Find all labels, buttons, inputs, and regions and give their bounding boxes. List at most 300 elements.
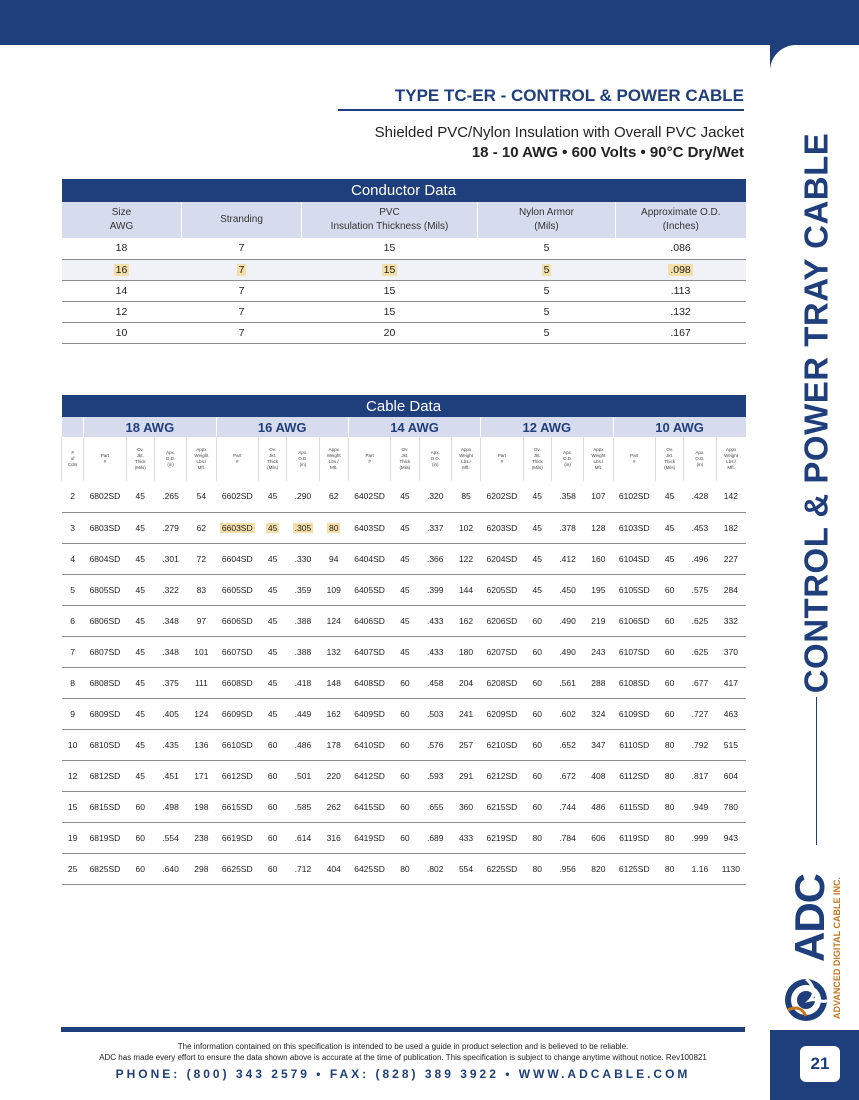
cable-group-row xyxy=(62,417,746,437)
table-cell: 606 xyxy=(584,822,613,853)
table-cell: .585 xyxy=(287,791,319,822)
table-cell: 198 xyxy=(187,791,216,822)
table-cell: 7 xyxy=(182,280,302,301)
table-cell: .348 xyxy=(154,636,186,667)
table-row xyxy=(62,729,746,760)
table-cell: .496 xyxy=(684,543,716,574)
cable-column-header: Ov. Jkt. Thick (Mils) xyxy=(391,437,419,481)
table-cell: 219 xyxy=(584,605,613,636)
cable-group-blank xyxy=(62,417,84,437)
table-cell: .348 xyxy=(154,605,186,636)
table-cell: 45 xyxy=(655,512,683,543)
table-cell: 45 xyxy=(391,543,419,574)
table-cell: 6415SD xyxy=(348,791,390,822)
cable-column-header: Ov. Jkt. Thick (Mils) xyxy=(523,437,551,481)
table-cell: 60 xyxy=(523,605,551,636)
table-cell: 6107SD xyxy=(613,636,655,667)
table-cell: 347 xyxy=(584,729,613,760)
table-cell: 6419SD xyxy=(348,822,390,853)
table-cell: 6804SD xyxy=(84,543,126,574)
table-cell: .290 xyxy=(287,481,319,512)
table-cell: 370 xyxy=(716,636,746,667)
logo-company-name: ADVANCED DIGITAL CABLE INC. xyxy=(832,876,843,1020)
table-cell: 60 xyxy=(391,698,419,729)
table-cell: .366 xyxy=(419,543,451,574)
table-cell xyxy=(216,512,258,543)
highlighted-value: 6603SD xyxy=(221,522,253,533)
table-cell: 60 xyxy=(258,760,286,791)
table-cell: 6102SD xyxy=(613,481,655,512)
highlighted-value: 45 xyxy=(267,522,278,533)
table-cell: 60 xyxy=(258,822,286,853)
table-cell: 7 xyxy=(182,238,302,259)
table-cell: .167 xyxy=(616,322,746,343)
cable-group-header: 10 AWG xyxy=(613,417,746,437)
table-cell: 5 xyxy=(478,238,616,259)
table-cell: 60 xyxy=(523,729,551,760)
table-cell: 45 xyxy=(258,543,286,574)
table-cell xyxy=(616,259,746,280)
highlighted-value: 7 xyxy=(238,263,245,276)
table-cell: 45 xyxy=(126,667,154,698)
table-cell: 25 xyxy=(62,853,84,884)
table-row xyxy=(62,853,746,884)
table-cell: 220 xyxy=(319,760,348,791)
table-cell: 6806SD xyxy=(84,605,126,636)
table-cell: 8 xyxy=(62,667,84,698)
table-cell: 298 xyxy=(187,853,216,884)
table-cell: 45 xyxy=(126,698,154,729)
table-cell: 6110SD xyxy=(613,729,655,760)
table-cell: 45 xyxy=(258,605,286,636)
table-cell: .301 xyxy=(154,543,186,574)
table-cell: 9 xyxy=(62,698,84,729)
table-cell: 18 xyxy=(62,238,182,259)
table-cell: 262 xyxy=(319,791,348,822)
table-cell: 60 xyxy=(391,667,419,698)
table-cell: 15 xyxy=(302,238,478,259)
table-cell: .792 xyxy=(684,729,716,760)
table-cell: 60 xyxy=(391,729,419,760)
table-cell xyxy=(287,512,319,543)
table-cell: 60 xyxy=(258,853,286,884)
table-cell: .640 xyxy=(154,853,186,884)
table-cell: 6610SD xyxy=(216,729,258,760)
table-cell: 3 xyxy=(62,512,84,543)
cable-column-header: Apx. O.D. (in) xyxy=(684,437,716,481)
table-cell xyxy=(302,259,478,280)
table-cell: 6819SD xyxy=(84,822,126,853)
table-cell: 60 xyxy=(126,853,154,884)
top-banner xyxy=(0,0,770,45)
table-cell: .433 xyxy=(419,605,451,636)
table-cell: .433 xyxy=(419,636,451,667)
table-cell: .712 xyxy=(287,853,319,884)
table-row xyxy=(62,301,746,322)
table-cell: 45 xyxy=(391,636,419,667)
table-cell: 6808SD xyxy=(84,667,126,698)
table-cell: .113 xyxy=(616,280,746,301)
table-cell: 60 xyxy=(523,698,551,729)
table-cell: 6612SD xyxy=(216,760,258,791)
table-cell: 6812SD xyxy=(84,760,126,791)
table-cell: 6206SD xyxy=(481,605,523,636)
table-row xyxy=(62,481,746,512)
table-cell: 6207SD xyxy=(481,636,523,667)
table-cell: 6809SD xyxy=(84,698,126,729)
table-cell: .453 xyxy=(684,512,716,543)
cable-group-header: 12 AWG xyxy=(481,417,613,437)
table-cell: 148 xyxy=(319,667,348,698)
table-cell: .625 xyxy=(684,605,716,636)
footer-rule xyxy=(61,1027,745,1032)
cable-column-header: Appx Weight Lbs./ Mft. xyxy=(716,437,746,481)
table-cell: 101 xyxy=(187,636,216,667)
table-cell: 60 xyxy=(523,791,551,822)
table-cell: 45 xyxy=(126,605,154,636)
cable-column-header: Appx Weight Lbs./ Mft. xyxy=(584,437,613,481)
table-cell: 45 xyxy=(126,729,154,760)
footer-disclaimer: The information contained on this specification is intended to be used a guide in product selection and is believed to be reliable. xyxy=(177,1042,629,1051)
table-cell: 243 xyxy=(584,636,613,667)
table-cell: 20 xyxy=(302,322,478,343)
cable-table-body xyxy=(62,481,746,884)
table-cell: 80 xyxy=(655,760,683,791)
cable-data-table xyxy=(61,395,746,885)
table-cell: 144 xyxy=(451,574,480,605)
table-cell: 6405SD xyxy=(348,574,390,605)
table-cell: 6408SD xyxy=(348,667,390,698)
table-cell: 60 xyxy=(655,667,683,698)
table-cell: .614 xyxy=(287,822,319,853)
table-cell: 284 xyxy=(716,574,746,605)
table-cell: .655 xyxy=(419,791,451,822)
table-cell: 19 xyxy=(62,822,84,853)
table-cell: .602 xyxy=(551,698,583,729)
footer-contact: PHONE: (800) 343 2579 • FAX: (828) 389 3922 • WWW.ADCABLE.COM xyxy=(115,1067,691,1081)
table-cell: 6225SD xyxy=(481,853,523,884)
table-cell: 6209SD xyxy=(481,698,523,729)
table-cell: 182 xyxy=(716,512,746,543)
table-cell: 102 xyxy=(451,512,480,543)
table-cell: 6608SD xyxy=(216,667,258,698)
table-cell: 178 xyxy=(319,729,348,760)
conductor-table-title: Conductor Data xyxy=(62,179,746,202)
table-cell: 45 xyxy=(126,636,154,667)
table-cell: .490 xyxy=(551,636,583,667)
logo-wordmark: ADC xyxy=(786,874,833,962)
table-cell: 6409SD xyxy=(348,698,390,729)
table-cell: 45 xyxy=(258,667,286,698)
table-cell: 6425SD xyxy=(348,853,390,884)
table-cell: 6202SD xyxy=(481,481,523,512)
cable-column-header: Apx. O.D. (in) xyxy=(287,437,319,481)
table-cell: .672 xyxy=(551,760,583,791)
table-cell: 109 xyxy=(319,574,348,605)
table-cell: .265 xyxy=(154,481,186,512)
table-cell: 324 xyxy=(584,698,613,729)
side-divider xyxy=(816,697,817,845)
table-cell: 45 xyxy=(126,760,154,791)
table-cell: .451 xyxy=(154,760,186,791)
table-cell: 45 xyxy=(126,512,154,543)
table-cell: .378 xyxy=(551,512,583,543)
table-cell: .784 xyxy=(551,822,583,853)
table-cell: 7 xyxy=(182,322,302,343)
table-cell: 60 xyxy=(391,822,419,853)
highlighted-value: .305 xyxy=(294,522,312,533)
table-cell: 6119SD xyxy=(613,822,655,853)
table-cell: .802 xyxy=(419,853,451,884)
table-cell: 45 xyxy=(523,481,551,512)
table-cell: .744 xyxy=(551,791,583,822)
table-cell: 45 xyxy=(523,512,551,543)
table-cell: .817 xyxy=(684,760,716,791)
table-row xyxy=(62,280,746,301)
table-cell: 6212SD xyxy=(481,760,523,791)
table-cell: 227 xyxy=(716,543,746,574)
table-cell: 45 xyxy=(523,543,551,574)
table-cell: .375 xyxy=(154,667,186,698)
cable-column-header: Appx Weight Lbs./ Mft. xyxy=(319,437,348,481)
table-cell: 6219SD xyxy=(481,822,523,853)
table-cell: 45 xyxy=(391,605,419,636)
table-cell xyxy=(62,259,182,280)
table-cell: .358 xyxy=(551,481,583,512)
table-cell: 6104SD xyxy=(613,543,655,574)
conductor-column-header: PVC Insulation Thickness (Mils) xyxy=(302,202,478,238)
conductor-table-body xyxy=(62,238,746,343)
table-cell: .320 xyxy=(419,481,451,512)
table-cell: 6215SD xyxy=(481,791,523,822)
table-cell: 111 xyxy=(187,667,216,698)
table-cell: 417 xyxy=(716,667,746,698)
table-row xyxy=(62,574,746,605)
cable-column-header: Part # xyxy=(481,437,523,481)
table-cell: 6407SD xyxy=(348,636,390,667)
table-cell: .322 xyxy=(154,574,186,605)
table-cell: 257 xyxy=(451,729,480,760)
table-cell: 6105SD xyxy=(613,574,655,605)
table-cell: .689 xyxy=(419,822,451,853)
table-cell: 1.16 xyxy=(684,853,716,884)
table-cell: 80 xyxy=(655,822,683,853)
table-cell: 6605SD xyxy=(216,574,258,605)
table-cell: .399 xyxy=(419,574,451,605)
table-row xyxy=(62,667,746,698)
highlighted-value: .098 xyxy=(670,263,691,276)
table-cell: .337 xyxy=(419,512,451,543)
table-cell: 72 xyxy=(187,543,216,574)
table-cell: 6208SD xyxy=(481,667,523,698)
table-cell xyxy=(258,512,286,543)
table-cell: 360 xyxy=(451,791,480,822)
table-cell: 45 xyxy=(391,574,419,605)
table-cell: 604 xyxy=(716,760,746,791)
table-cell: 94 xyxy=(319,543,348,574)
table-cell: 6205SD xyxy=(481,574,523,605)
table-cell: 4 xyxy=(62,543,84,574)
table-cell: 60 xyxy=(655,698,683,729)
table-row xyxy=(62,698,746,729)
table-cell: 12 xyxy=(62,301,182,322)
table-cell: 60 xyxy=(126,822,154,853)
cable-column-header: Ov. Jkt. Thick (Mils) xyxy=(655,437,683,481)
table-cell: 83 xyxy=(187,574,216,605)
highlighted-value: 80 xyxy=(328,522,339,533)
table-cell: 162 xyxy=(319,698,348,729)
table-cell: 60 xyxy=(126,791,154,822)
table-cell: 45 xyxy=(258,574,286,605)
table-cell: 1130 xyxy=(716,853,746,884)
table-cell: .503 xyxy=(419,698,451,729)
table-cell: 122 xyxy=(451,543,480,574)
table-cell: 60 xyxy=(258,791,286,822)
table-cell: .956 xyxy=(551,853,583,884)
table-cell: 60 xyxy=(655,636,683,667)
table-cell: 60 xyxy=(523,636,551,667)
conductor-data-table xyxy=(61,179,746,344)
table-cell: 45 xyxy=(655,481,683,512)
table-cell: 6807SD xyxy=(84,636,126,667)
table-cell: 6 xyxy=(62,605,84,636)
table-cell: .435 xyxy=(154,729,186,760)
conductor-column-header: Stranding xyxy=(182,202,302,238)
table-cell: 820 xyxy=(584,853,613,884)
table-cell: 6619SD xyxy=(216,822,258,853)
table-cell: 943 xyxy=(716,822,746,853)
cable-column-header: Part # xyxy=(348,437,390,481)
table-cell: 332 xyxy=(716,605,746,636)
table-cell: 316 xyxy=(319,822,348,853)
cable-column-header: Ov. Jkt. Thick (Mils) xyxy=(126,437,154,481)
table-cell: 486 xyxy=(584,791,613,822)
table-row xyxy=(62,322,746,343)
table-cell: 6606SD xyxy=(216,605,258,636)
table-cell: .576 xyxy=(419,729,451,760)
table-cell: 14 xyxy=(62,280,182,301)
document-title: TYPE TC-ER - CONTROL & POWER CABLE xyxy=(394,86,744,105)
table-cell: 180 xyxy=(451,636,480,667)
table-row xyxy=(62,822,746,853)
table-cell: .449 xyxy=(287,698,319,729)
table-cell: 6406SD xyxy=(348,605,390,636)
table-cell: 60 xyxy=(655,574,683,605)
table-cell: 404 xyxy=(319,853,348,884)
table-row xyxy=(62,791,746,822)
table-cell: 160 xyxy=(584,543,613,574)
table-cell: 162 xyxy=(451,605,480,636)
table-cell: 60 xyxy=(258,729,286,760)
cable-column-header: Apx. O.D. (in) xyxy=(419,437,451,481)
table-row xyxy=(62,760,746,791)
side-title: CONTROL & POWER TRAY CABLE xyxy=(797,132,834,694)
table-cell: 45 xyxy=(258,698,286,729)
table-cell: 45 xyxy=(126,481,154,512)
title-underline xyxy=(338,109,744,111)
table-cell: 6803SD xyxy=(84,512,126,543)
table-cell: 10 xyxy=(62,729,84,760)
table-cell: 6607SD xyxy=(216,636,258,667)
table-cell: 433 xyxy=(451,822,480,853)
table-cell: 6615SD xyxy=(216,791,258,822)
cable-conductor-count-header: # of Cdrs xyxy=(62,437,84,481)
table-cell: .625 xyxy=(684,636,716,667)
table-cell: 6404SD xyxy=(348,543,390,574)
table-cell: .593 xyxy=(419,760,451,791)
page-number: 21 xyxy=(800,1046,840,1082)
footer-disclaimer-2: ADC has made every effort to ensure the data shown above is accurate at the time of publication. This specification is subject to change anytime without notice. Rev100821 xyxy=(99,1053,707,1062)
cable-column-header: Part # xyxy=(216,437,258,481)
table-cell: 7 xyxy=(182,301,302,322)
table-cell: 6210SD xyxy=(481,729,523,760)
table-cell: .949 xyxy=(684,791,716,822)
table-cell: 291 xyxy=(451,760,480,791)
cable-subheader-row xyxy=(62,437,746,481)
document-spec: 18 - 10 AWG • 600 Volts • 90°C Dry/Wet xyxy=(471,144,744,161)
table-row xyxy=(62,543,746,574)
table-cell: 10 xyxy=(62,322,182,343)
table-cell: .359 xyxy=(287,574,319,605)
table-cell: 15 xyxy=(62,791,84,822)
table-cell: 204 xyxy=(451,667,480,698)
table-cell: 6412SD xyxy=(348,760,390,791)
table-cell: 80 xyxy=(655,791,683,822)
cable-column-header: Part # xyxy=(613,437,655,481)
table-cell: .486 xyxy=(287,729,319,760)
table-cell: .458 xyxy=(419,667,451,698)
table-cell: .086 xyxy=(616,238,746,259)
cable-group-header: 16 AWG xyxy=(216,417,348,437)
table-cell: 515 xyxy=(716,729,746,760)
table-cell: 463 xyxy=(716,698,746,729)
table-row xyxy=(62,512,746,543)
table-cell: 45 xyxy=(258,481,286,512)
table-cell: .279 xyxy=(154,512,186,543)
cable-column-header: Appx Weight Lbs./ Mft. xyxy=(451,437,480,481)
table-cell: 6802SD xyxy=(84,481,126,512)
table-cell: 6109SD xyxy=(613,698,655,729)
table-cell: 80 xyxy=(523,822,551,853)
table-cell: 6112SD xyxy=(613,760,655,791)
table-cell: 288 xyxy=(584,667,613,698)
highlighted-value: 15 xyxy=(383,263,396,276)
table-cell: 6602SD xyxy=(216,481,258,512)
table-cell: .501 xyxy=(287,760,319,791)
table-row xyxy=(62,636,746,667)
table-cell: 60 xyxy=(523,760,551,791)
table-cell: .388 xyxy=(287,605,319,636)
table-cell: 15 xyxy=(302,301,478,322)
table-cell: 60 xyxy=(523,667,551,698)
table-cell: 6805SD xyxy=(84,574,126,605)
table-cell: 780 xyxy=(716,791,746,822)
table-cell: 2 xyxy=(62,481,84,512)
table-cell: 6810SD xyxy=(84,729,126,760)
table-cell: 171 xyxy=(187,760,216,791)
table-cell: 6625SD xyxy=(216,853,258,884)
table-cell: 45 xyxy=(258,636,286,667)
table-cell: 6108SD xyxy=(613,667,655,698)
table-cell: 6204SD xyxy=(481,543,523,574)
cable-table-title: Cable Data xyxy=(62,395,746,417)
table-cell xyxy=(182,259,302,280)
table-cell: 80 xyxy=(391,853,419,884)
table-cell: 6203SD xyxy=(481,512,523,543)
table-cell: 6815SD xyxy=(84,791,126,822)
table-cell: 6604SD xyxy=(216,543,258,574)
table-cell: .727 xyxy=(684,698,716,729)
